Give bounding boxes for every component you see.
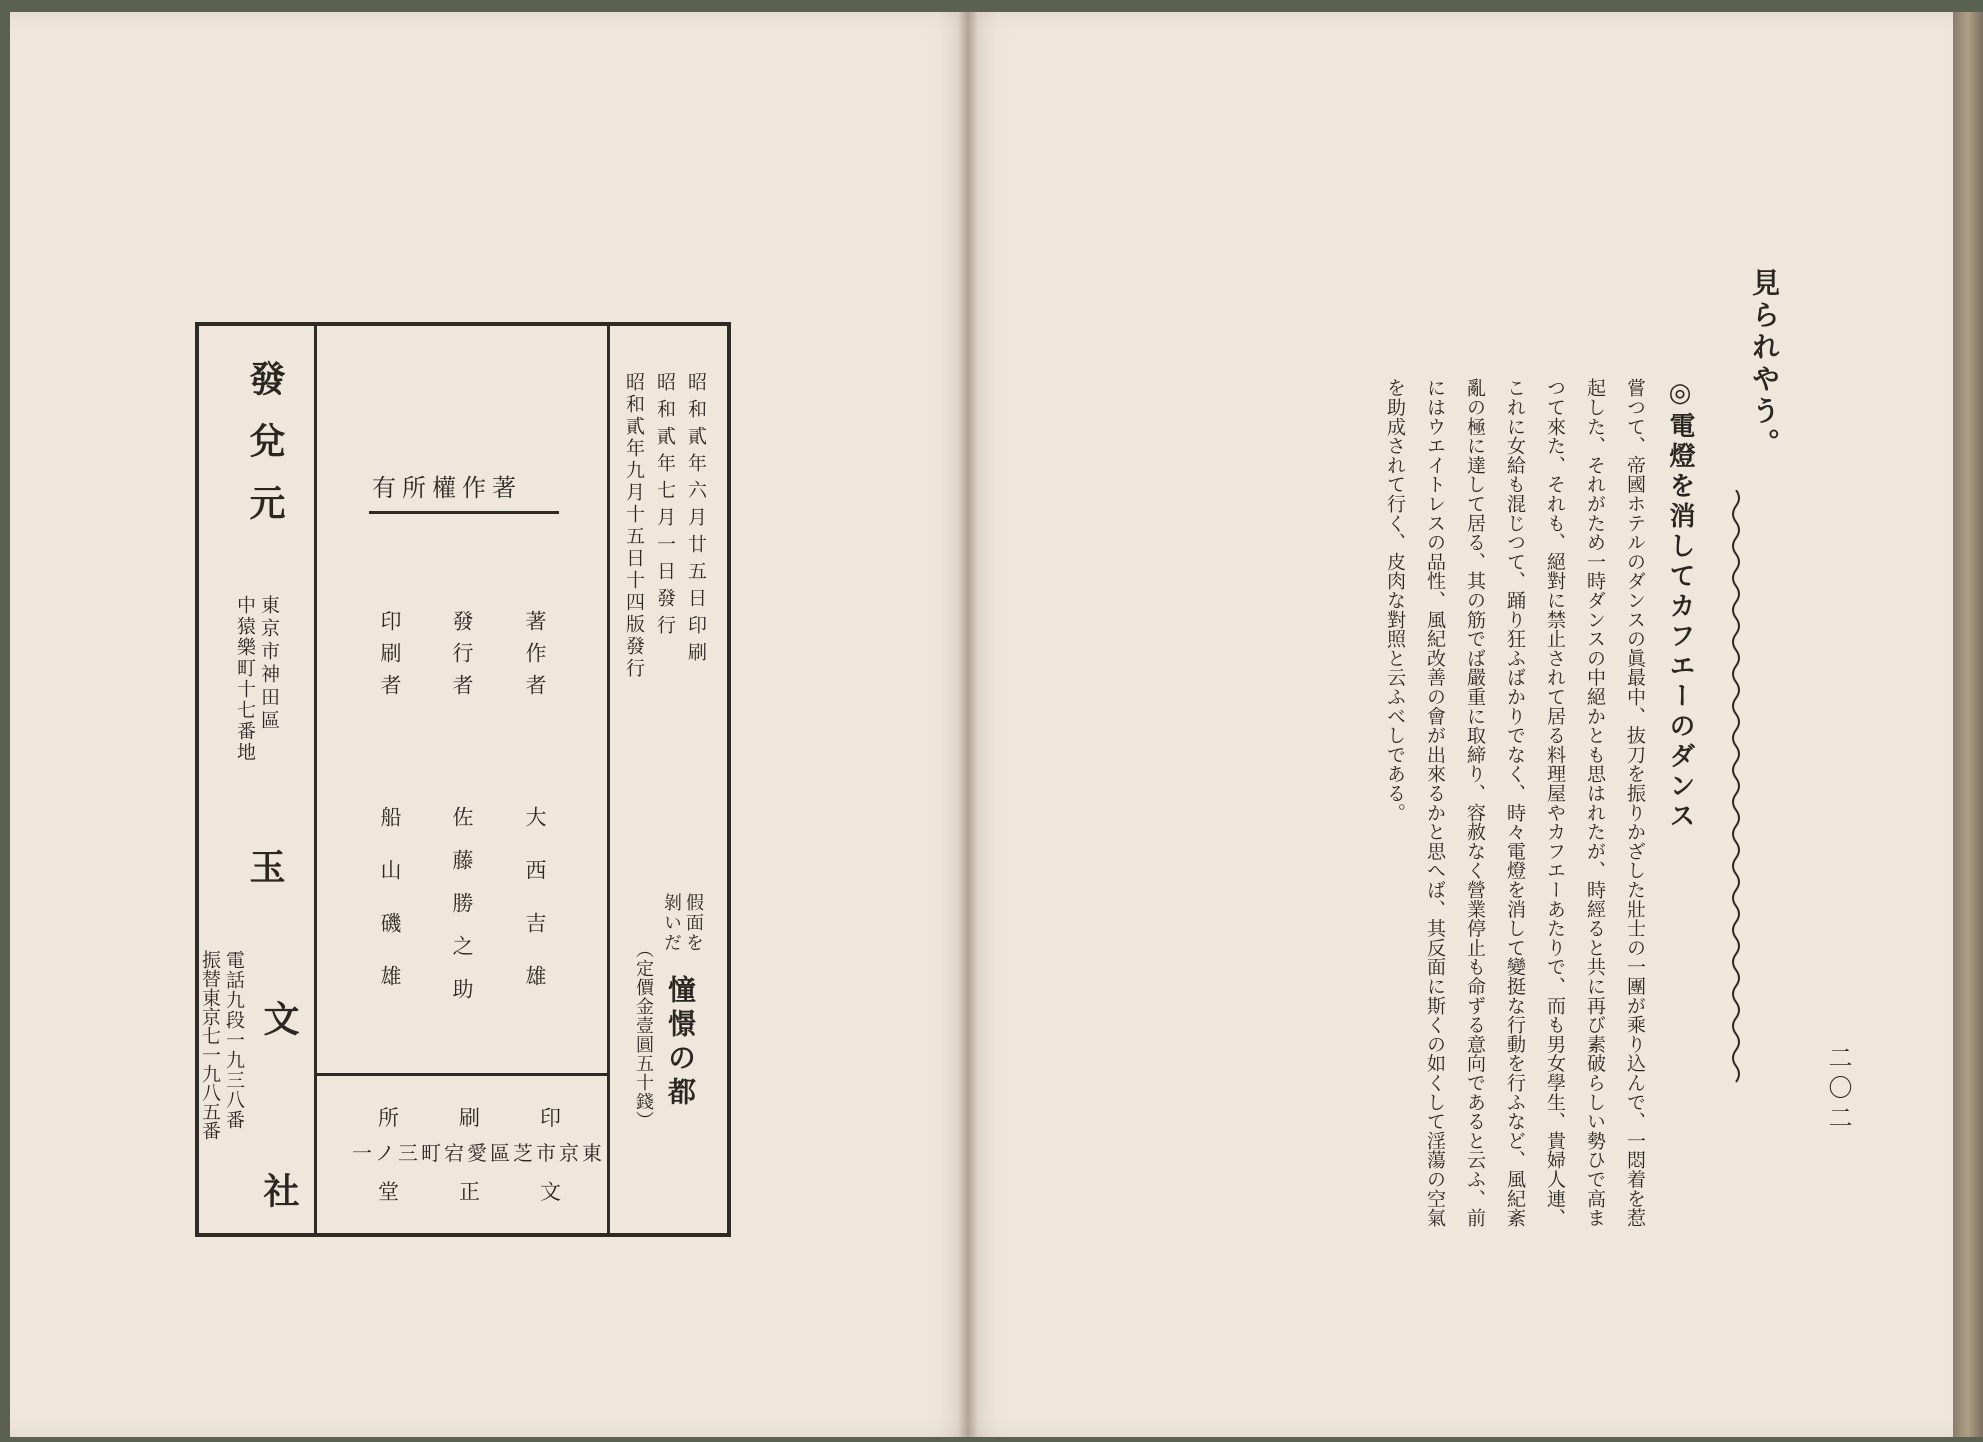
publisher-name-char: 文 bbox=[258, 1000, 300, 1047]
printing-office-char: 正 bbox=[459, 1180, 540, 1204]
print-date: 昭和貳年六月廿五日印刷 bbox=[685, 372, 707, 669]
right-page bbox=[968, 12, 1953, 1437]
phone-line: 振替東京七一九八五番 bbox=[199, 950, 221, 1140]
phone-line: 電話九段一九三八番 bbox=[223, 950, 245, 1130]
issuer-name: 佐藤勝之助 bbox=[450, 806, 474, 1021]
body-line: にはウエイトレスの品性、風紀改善の會が出來るかと思へば、其反面に斯くの如くして淫蕩の空氣 bbox=[1424, 378, 1446, 1228]
section-ornament bbox=[1727, 490, 1745, 1090]
colophon-divider bbox=[607, 326, 610, 1233]
issuer-role: 發行者 bbox=[450, 610, 474, 706]
book-gutter bbox=[958, 12, 978, 1437]
copyright-underline bbox=[369, 511, 559, 514]
author-role: 著作者 bbox=[523, 610, 547, 706]
printing-office-address: 東京市芝區愛宕町三ノ一 bbox=[352, 1141, 605, 1165]
body-line: つて來た、それも、絕對に禁止されて居る料理屋やカフエーあたりで、而も男女學生、貴婦人連、 bbox=[1544, 378, 1566, 1228]
printing-office-char: 堂 bbox=[378, 1180, 459, 1204]
book-title-prefix: 假面を bbox=[683, 893, 704, 953]
publisher-address-line: 東京市神田區 bbox=[258, 595, 280, 733]
printer-role: 印刷者 bbox=[378, 610, 402, 706]
section-heading: ◎電燈を消してカフエーのダンス bbox=[1665, 378, 1695, 832]
issue-date: 昭和貳年七月一日發行 bbox=[654, 372, 676, 642]
page-number: 二〇二 bbox=[1824, 1045, 1852, 1135]
body-line: 亂の極に達して居る、其の筋でば嚴重に取締り、容赦なく營業停止も命ずる意向であると云ふ、前 bbox=[1464, 378, 1486, 1228]
body-line: 起した、それがため一時ダンスの中絕かとも思はれたが、時經ると共に再び素破らしい勢ひで高ま bbox=[1584, 378, 1606, 1228]
printing-office-char: 印 bbox=[540, 1106, 621, 1130]
colophon-divider bbox=[314, 326, 317, 1233]
printing-office-char: 所 bbox=[378, 1106, 459, 1130]
body-line: これに女給も混じつて、踊り狂ふばかりでなく、時々電燈を消して變挺な行動を行ふなど、風紀紊 bbox=[1504, 378, 1526, 1228]
colophon-divider bbox=[314, 1073, 607, 1076]
page-edge bbox=[1953, 12, 1983, 1437]
body-line: 嘗つて、帝國ホテルのダンスの眞最中、抜刀を振りかざした壯士の一團が乘り込んで、一悶着を惹 bbox=[1624, 378, 1646, 1228]
printing-office-char: 刷 bbox=[459, 1106, 540, 1130]
reprint-date: 昭和貳年九月十五日十四版發行 bbox=[623, 372, 645, 680]
printing-office-name bbox=[378, 1176, 621, 1206]
publisher-name-char: 玉 bbox=[244, 848, 286, 895]
publisher-name-char: 社 bbox=[258, 1172, 300, 1219]
printer-name: 船山磯雄 bbox=[378, 806, 402, 1018]
copyright-notice: 著作權所有 bbox=[372, 474, 522, 502]
book-title: 憧憬の都 bbox=[664, 975, 697, 1111]
printing-office-char: 文 bbox=[540, 1180, 621, 1204]
author-name: 大西吉雄 bbox=[523, 806, 547, 1018]
book-title-prefix: 剝いだ bbox=[661, 893, 682, 953]
publisher-label: 發兌元 bbox=[244, 360, 286, 546]
book-price: （定價金壹圓五十錢） bbox=[633, 940, 654, 1130]
printing-office-label bbox=[378, 1102, 621, 1132]
closing-line: 見られやう。 bbox=[1748, 268, 1781, 460]
body-line: を助成されて行く、皮肉な對照と云ふべしである。 bbox=[1384, 378, 1406, 822]
publisher-address-line: 中猿樂町十七番地 bbox=[234, 595, 256, 763]
